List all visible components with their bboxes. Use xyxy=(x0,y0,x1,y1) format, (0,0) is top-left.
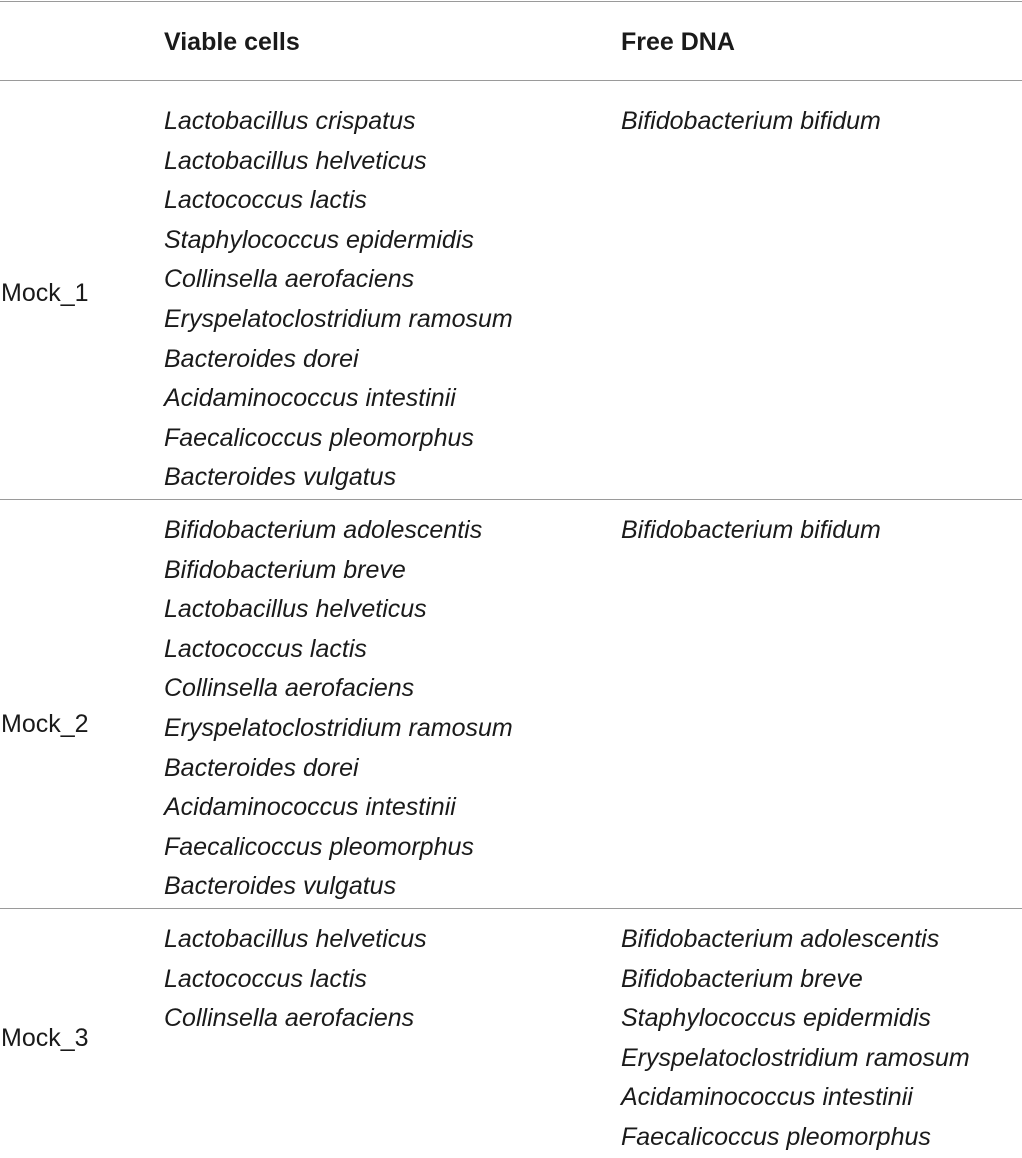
list-item: Bacteroides vulgatus xyxy=(164,463,397,492)
header-viable-cells: Viable cells xyxy=(164,28,300,56)
list-item: Bifidobacterium bifidum xyxy=(621,516,881,544)
table-top-rule xyxy=(0,1,1022,2)
list-item: Eryspelatoclostridium ramosum xyxy=(621,1043,970,1072)
free-dna-list xyxy=(621,102,881,142)
list-item: Faecalicoccus pleomorphus xyxy=(164,423,474,452)
table-row-mock-3 xyxy=(0,920,1022,1153)
header-free-dna: Free DNA xyxy=(621,28,735,56)
list-item: Collinsella aerofaciens xyxy=(164,265,415,294)
list-item: Bacteroides dorei xyxy=(164,753,359,782)
list-item: Lactobacillus crispatus xyxy=(164,107,416,135)
list-item: Lactobacillus helveticus xyxy=(164,595,427,624)
list-item: Collinsella aerofaciens xyxy=(164,1004,415,1033)
row-divider xyxy=(0,908,1022,909)
list-item: Bacteroides vulgatus xyxy=(164,872,397,901)
list-item: Lactococcus lactis xyxy=(164,964,367,993)
list-item: Lactococcus lactis xyxy=(164,634,367,663)
table-row-mock-2 xyxy=(0,511,1022,907)
list-item: Lactobacillus helveticus xyxy=(164,146,427,175)
row-label: Mock_2 xyxy=(1,710,89,738)
list-item: Eryspelatoclostridium ramosum xyxy=(164,304,513,333)
viable-cells-list xyxy=(164,102,513,498)
list-item: Bifidobacterium bifidum xyxy=(621,107,881,135)
row-label: Mock_3 xyxy=(1,1024,89,1052)
row-label: Mock_1 xyxy=(1,279,89,307)
list-item: Faecalicoccus pleomorphus xyxy=(164,832,474,861)
list-item: Acidaminococcus intestinii xyxy=(621,1083,913,1112)
table-row-mock-1 xyxy=(0,102,1022,498)
list-item: Bifidobacterium adolescentis xyxy=(621,925,940,953)
header-bottom-rule xyxy=(0,80,1022,81)
viable-cells-list xyxy=(164,920,427,1039)
list-item: Acidaminococcus intestinii xyxy=(164,384,456,413)
list-item: Acidaminococcus intestinii xyxy=(164,793,456,822)
list-item: Staphylococcus epidermidis xyxy=(164,225,474,254)
row-divider xyxy=(0,499,1022,500)
list-item: Staphylococcus epidermidis xyxy=(621,1004,931,1033)
free-dna-list xyxy=(621,920,970,1158)
free-dna-list xyxy=(621,511,881,551)
list-item: Lactococcus lactis xyxy=(164,186,367,215)
list-item: Bacteroides dorei xyxy=(164,344,359,373)
list-item: Bifidobacterium breve xyxy=(621,964,863,993)
list-item: Bifidobacterium breve xyxy=(164,555,406,584)
list-item: Eryspelatoclostridium ramosum xyxy=(164,713,513,742)
list-item: Bifidobacterium adolescentis xyxy=(164,516,483,544)
list-item: Faecalicoccus pleomorphus xyxy=(621,1122,931,1151)
viable-cells-list xyxy=(164,511,513,907)
list-item: Collinsella aerofaciens xyxy=(164,674,415,703)
list-item: Lactobacillus helveticus xyxy=(164,925,427,953)
table-header-row xyxy=(0,20,1022,64)
